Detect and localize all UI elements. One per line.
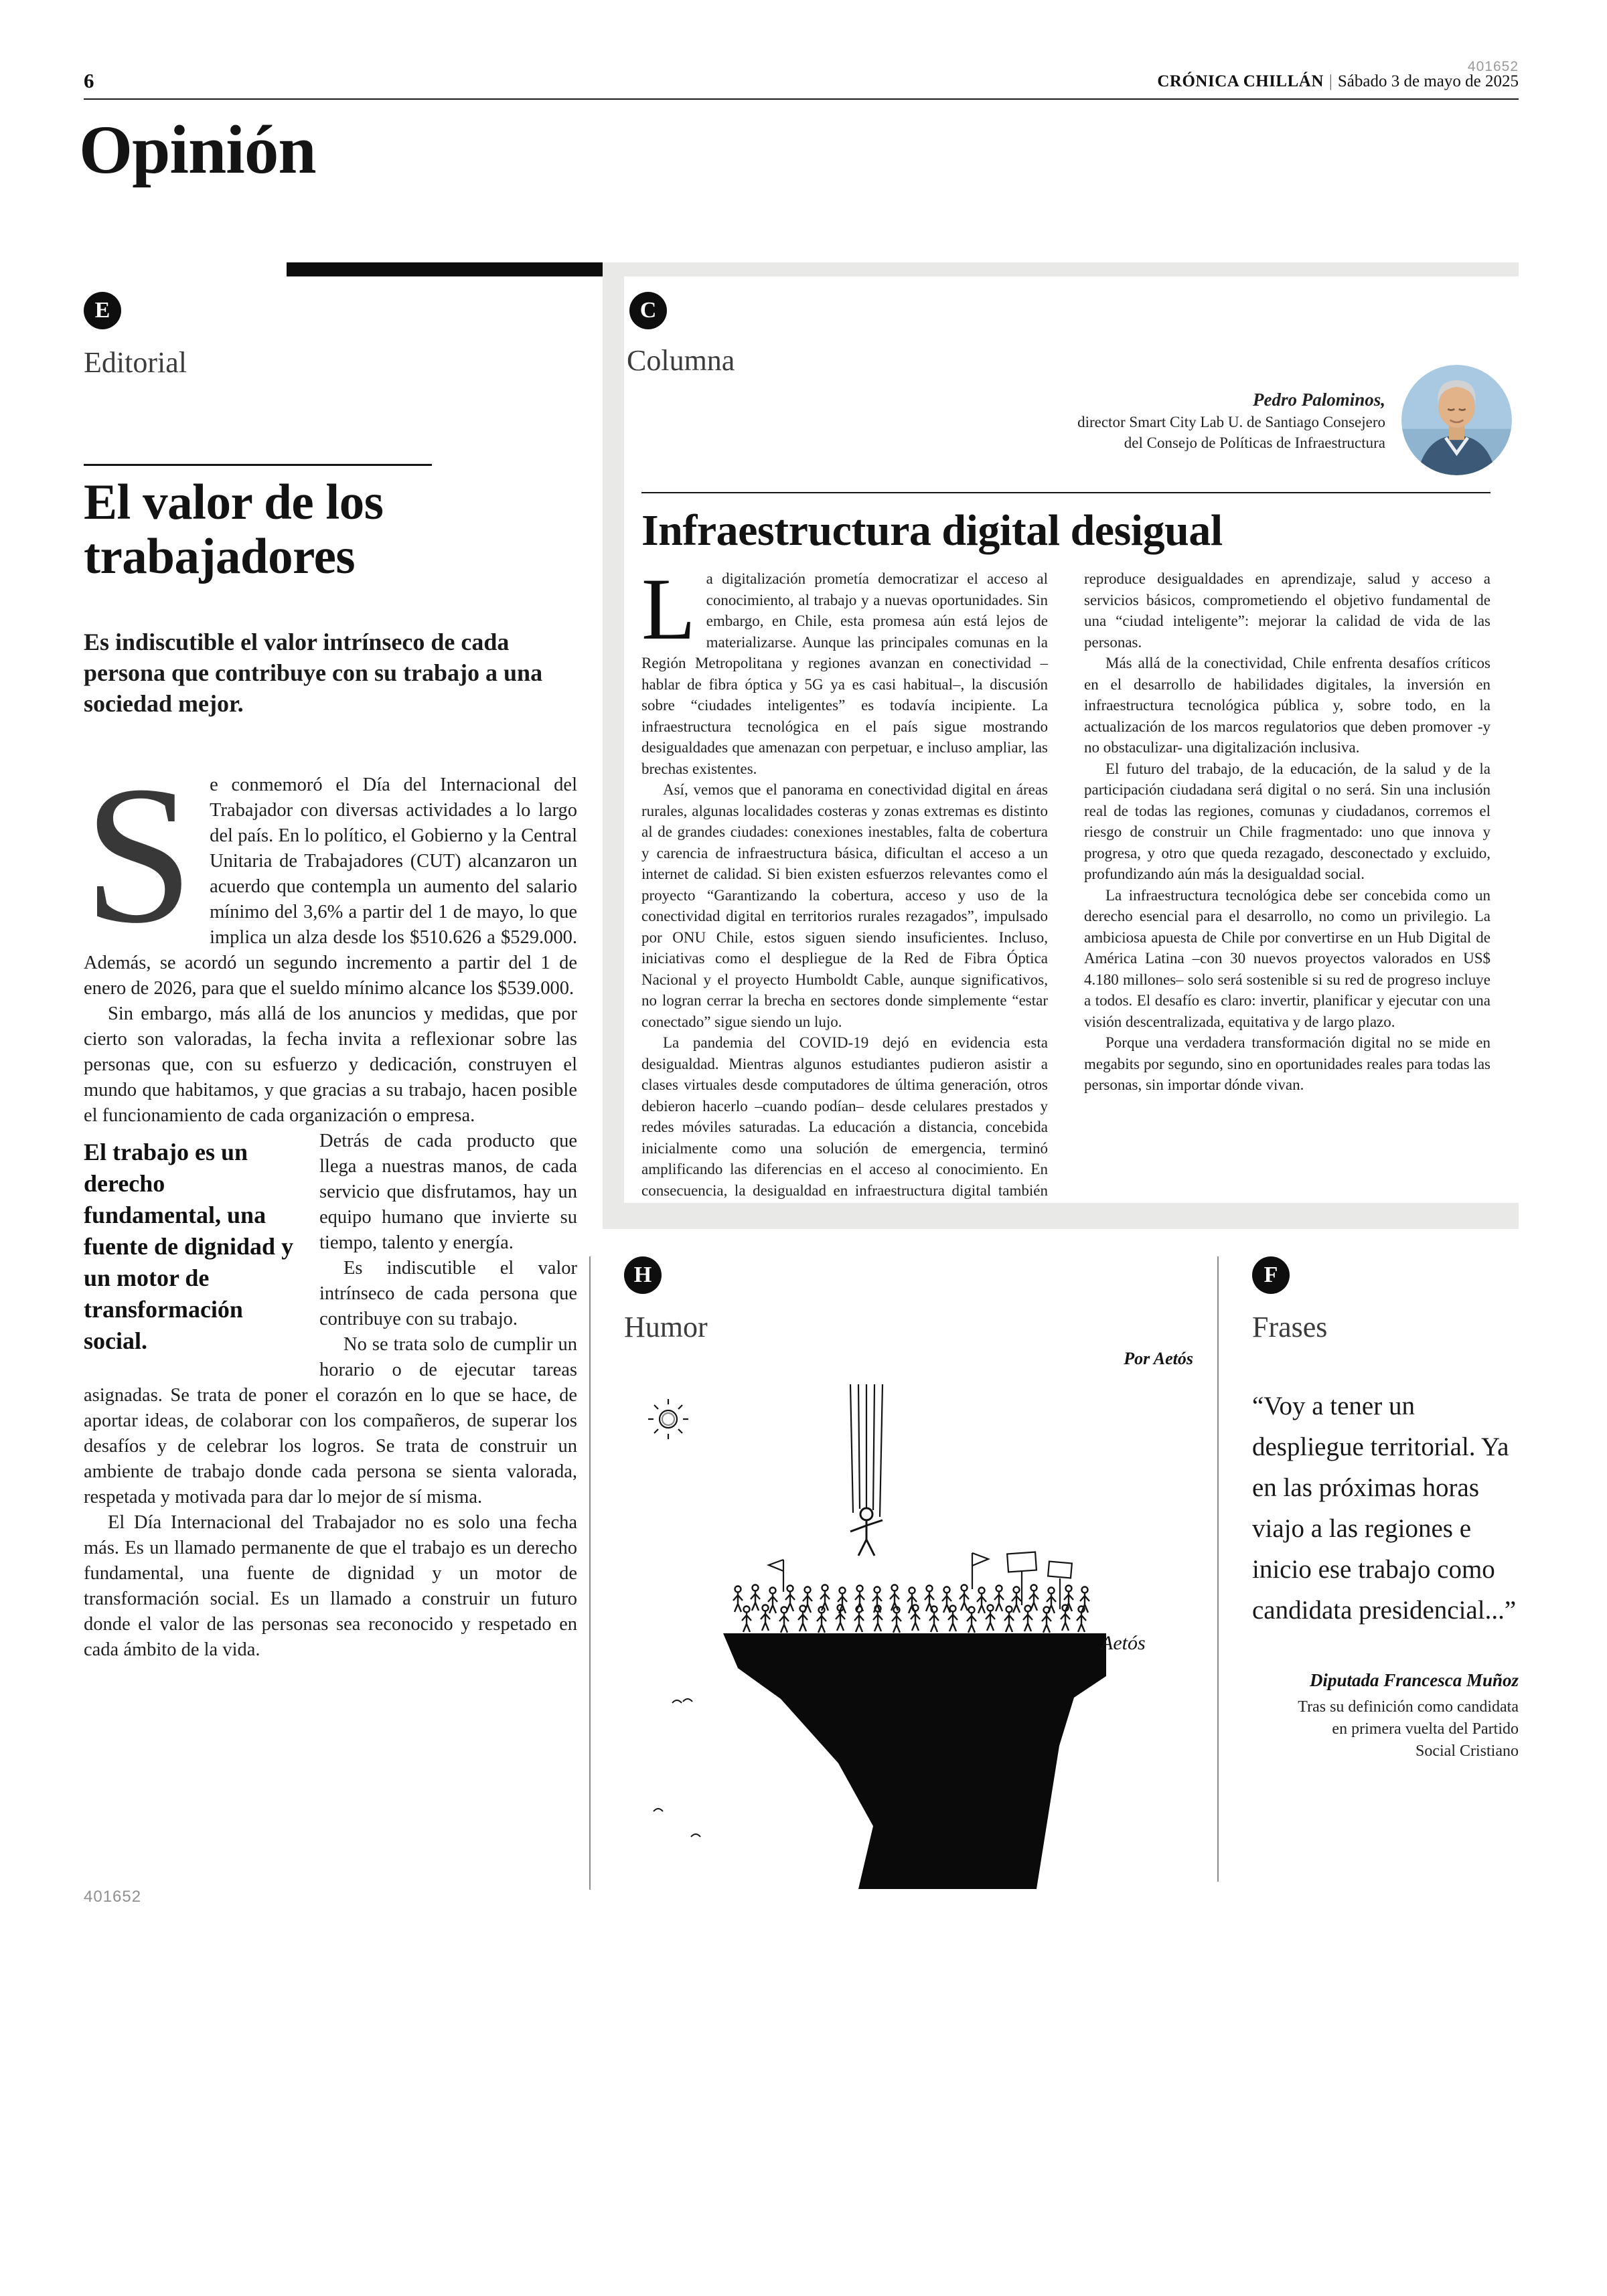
paragraph: Así, vemos que el panorama en conectividad digital en áreas rurales, algunas localidades costeras y zonas extremas es distinto al de grandes ciudades: conexiones inestables, falta de cobertura y carencia de infraestructura básica, dificultan el acceso a un internet de calidad. Si bien existen esfuerzos relevantes como el proyecto “Garantizando la cobertura, acceso y uso de la conectividad digital en territorios rurales rezagados”, impulsado por ONU Chile, estos siguen siendo insuficientes. Incluso, iniciativas como el despliegue de la Red de Fibra Óptica Nacional y el proyecto Humboldt Cable, aunque significativos, no logran cerrar la brecha en sectores donde simplemente “estar conectado” sigue siendo un lujo. xyxy=(641,781,1048,1030)
puppet-figure xyxy=(850,1508,883,1556)
author-role-line1: director Smart City Lab U. de Santiago Consejero xyxy=(1077,413,1385,430)
paragraph: La digitalización prometía democratizar el acceso al conocimiento, al trabajo y a nuevas oportunidades. Sin embargo, en Chile, esta promesa aún está lejos de materializarse. Aunque las principales comunas en la Región Metropolitana y regiones avanzan en conectividad –hablar de fibra óptica y 5G ya es casi habitual–, la discusión sobre “ciudades inteligentes” es todavía incipiente. La infraestructura tecnológica en el país sigue mostrando desigualdades que amenazan con perpetuar, e incluso ampliar, las brechas existentes. xyxy=(641,568,1048,777)
author-block xyxy=(1077,365,1512,475)
pull-quote: El trabajo es un derecho fundamental, una fuente de dignidad y un motor de transformación social. xyxy=(84,1139,294,1354)
author-portrait-image xyxy=(1401,365,1512,475)
editorial-subtitle: Es indiscutible el valor intrínseco de cada persona que contribuye con su trabajo a una sociedad mejor. xyxy=(84,629,543,717)
author-role-line2: del Consejo de Políticas de Infraestructura xyxy=(1124,434,1385,451)
paragraph: Más allá de la conectividad, Chile enfrenta desafíos críticos en el desarrollo de habilidades digitales, la inversión en infraestructura tecnológica pública y, sobre todo, en la actualización de los marcos regulatorios que deben promover -y no obstaculizar- una digitalización inclusiva. xyxy=(1084,655,1490,756)
humor-badge: H xyxy=(624,1256,662,1294)
section-title: Opinión xyxy=(79,112,316,188)
editorial-section xyxy=(84,292,577,1663)
editorial-title: El valor de los trabajadores xyxy=(84,475,384,584)
cartoon-drawing xyxy=(637,1384,1193,1889)
humor-section xyxy=(624,1256,1199,1654)
quote-text: “Voy a tener un despliegue territorial. Ya en las próximas horas viajo a las regiones e inicio ese trabajo como candidata presidencial...” xyxy=(1252,1392,1517,1625)
columna-title: Infraestructura digital desigual xyxy=(641,506,1223,555)
masthead xyxy=(1157,72,1519,91)
humor-label: Humor xyxy=(624,1311,708,1343)
paragraph xyxy=(84,745,577,1001)
column-divider-left xyxy=(589,1256,591,1890)
print-code-top: 401652 xyxy=(1467,59,1519,74)
print-code-bottom: 401652 xyxy=(84,1888,142,1906)
paragraph: Porque una verdadera transformación digital no se mide en megabits por segundo, sino en oportunidades reales para todas las personas, sin importar dónde vivan. xyxy=(1084,1034,1490,1093)
columna-badge: C xyxy=(629,292,667,329)
masthead-name: CRÓNICA CHILLÁN xyxy=(1157,72,1324,90)
drop-cap: S xyxy=(84,745,194,964)
masthead-separator: | xyxy=(1328,72,1332,90)
paragraph-text: e conmemoró el Día del Internacional del Trabajador con diversas actividades a lo largo del país. En lo político, el Gobierno y la Central Unitaria de Trabajadores (CUT) alcanzaron un acuerdo que contempla un aumento del salario mínimo del 3,6% a partir del 1 de mayo, lo que implica un alza desde los $510.626 a $529.000. Además, se acordó un segundo incremento a partir del 1 de enero de 2026, para que el sueldo mínimo alcance los $539.000. xyxy=(84,774,577,999)
paragraph: La pandemia del COVID-19 dejó en evidencia esta desigualdad. Mientras algunos estudiantes pudieron asistir a clases virtuales desde computadores de última generación, otros debieron hacerlo –cuando podían– desde celulares prestados y redes móviles saturadas. La educación a distancia, concebida inicialmente como una solución de emergencia, terminó amplificando las diferencias en el acceso al conocimiento. En consecuencia, la desigualdad en infraestructura digital también reproduce desigualdades en aprendizaje, salud y acceso a servicios básicos, comprometiendo el objetivo fundamental de una “ciudad inteligente”: mejorar la calidad de vida de las personas. xyxy=(641,570,1490,1199)
cliff xyxy=(723,1633,1106,1889)
quote-attribution xyxy=(1252,1668,1519,1762)
crowd xyxy=(733,1585,1089,1633)
column-divider-right xyxy=(1217,1256,1219,1882)
paragraph: Detrás de cada producto que llega a nuestras manos, de cada servicio que disfrutamos, hay un equipo humano que invierte su tiempo, talento y energía. xyxy=(319,1131,577,1253)
author-info xyxy=(1077,388,1385,453)
quote-author-detail: Tras su definición como candidata en primera vuelta del Partido Social Cristiano xyxy=(1298,1698,1519,1760)
columna-title-rule xyxy=(641,492,1490,493)
quote-author: Diputada Francesca Muñoz xyxy=(1309,1670,1519,1690)
editorial-title-rule xyxy=(84,464,432,466)
frases-label: Frases xyxy=(1252,1311,1328,1343)
editorial-label: Editorial xyxy=(84,346,187,379)
paragraph: Es indiscutible el valor intrínseco de cada persona que contribuye con su trabajo. xyxy=(319,1258,577,1329)
frases-badge: F xyxy=(1252,1256,1290,1294)
cartoon-credit: Por Aetós xyxy=(1124,1349,1193,1368)
columna-body xyxy=(641,568,1490,1203)
paragraph: Sin embargo, más allá de los anuncios y medidas, que por cierto son valoradas, la fecha invita a reflexionar sobre las personas que, con su esfuerzo y dedicación, construyen el mundo que habitamos, y que gracias a su trabajo, hacen posible el funcionamiento de cada organización o empresa. xyxy=(84,1003,577,1126)
author-photo xyxy=(1401,365,1512,475)
paragraph: La infraestructura tecnológica debe ser concebida como un derecho esencial para el desarrollo, no como un privilegio. La ambiciosa apuesta de Chile por convertirse en un Hub Digital de América Latina –con 30 nuevos proyectos valorados en US$ 4.180 millones– solo será sostenible si su red de progreso incluye a todos. El desafío es claro: invertir, planificar y ejecutar con una visión descentralizada, equitativa y de largo plazo. xyxy=(1084,886,1490,1030)
frases-section xyxy=(1252,1256,1519,1762)
paragraph: El futuro del trabajo, de la educación, de la salud y de la participación ciudadana será digital o no será. Sin una inclusión real de todas las regiones, comunas y ciudadanos, corremos el riesgo de construir un Chile fragmentado: uno que innova y progresa, y otro que queda rezagado, desconectado y excluido, profundizando aún más la desigualdad social. xyxy=(1084,760,1490,882)
editorial-body xyxy=(84,745,577,1663)
columna-section xyxy=(624,276,1519,1203)
page-number: 6 xyxy=(84,69,94,92)
editorial-badge: E xyxy=(84,292,121,329)
author-name: Pedro Palominos, xyxy=(1252,389,1385,410)
cartoon-signature: Aetós xyxy=(1101,1632,1146,1654)
header-rule xyxy=(84,98,1519,100)
cartoon-image xyxy=(637,1384,1193,1889)
columna-label: Columna xyxy=(627,344,735,377)
paragraph: El Día Internacional del Trabajador no es solo una fecha más. Es un llamado permanente de que el trabajo es un derecho fundamental, una fuente de dignidad y un motor de transformación social. Es un llamado a construir un futuro donde el valor de las personas sea reconocido y respetado en cada ámbito de la vida. xyxy=(84,1512,577,1660)
paragraph: No se trata solo de cumplir un horario o de ejecutar tareas asignadas. Se trata de poner el corazón en lo que se hace, de aportar ideas, de colaborar con los compañeros, de superar los desafíos y de celebrar los logros. Se trata de construir un ambiente de trabajo donde cada persona se sienta valorada, respetada y motivada para dar lo mejor de sí misma. xyxy=(84,1334,577,1507)
sun-icon xyxy=(648,1399,688,1439)
masthead-date: Sábado 3 de mayo de 2025 xyxy=(1337,72,1519,90)
